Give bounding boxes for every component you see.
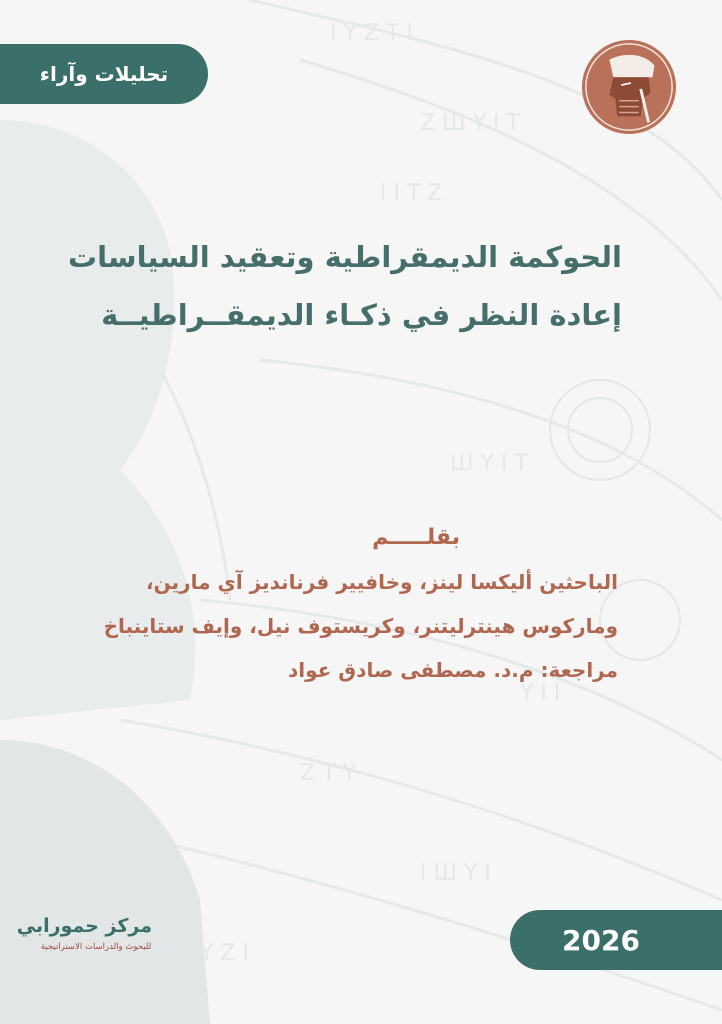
review-line: مراجعة: م.د. مصطفى صادق عواد <box>288 658 618 682</box>
svg-text:Z Ш Y I T: Z Ш Y I T <box>420 111 520 136</box>
hammurabi-seal-icon <box>580 38 678 136</box>
title-block <box>62 228 622 344</box>
series-tab-label: تحليلات وآراء <box>39 62 169 86</box>
publisher-subtitle: للبحوث والدراسات الاستراتيجية <box>40 942 152 952</box>
publisher-name: مركز حمورابي <box>16 915 152 937</box>
year-badge <box>510 910 722 970</box>
series-tab <box>0 44 208 104</box>
svg-text:I Y Z T I: I Y Z T I <box>330 21 413 46</box>
by-label: بقلـــــم <box>372 525 460 550</box>
title-line-1: الحوكمة الديمقراطية وتعقيد السياسات <box>68 240 622 274</box>
svg-text:I Ш Y I: I Ш Y I <box>420 861 491 886</box>
publisher-logo <box>16 912 152 954</box>
authors-block <box>58 520 618 692</box>
svg-text:Y I I: Y I I <box>520 681 561 706</box>
authors-line-2: وماركوس هينترليتنر، وكريستوف نيل، وإيف ستاينباخ <box>103 614 618 638</box>
authors-line-1: الباحثين أليكسا لينز، وخافيير فرنانديز آي مارين، <box>146 570 618 594</box>
year-label: 2026 <box>562 923 640 957</box>
svg-text:Y Z I: Y Z I <box>200 941 249 966</box>
title-line-2: إعادة النظر في ذكـاء الديمقــراطيــة <box>101 298 622 332</box>
svg-text:I I T Z: I I T Z <box>380 181 443 206</box>
svg-text:Z T Y: Z T Y <box>300 761 356 786</box>
svg-text:Ш Y I T: Ш Y I T <box>450 451 528 476</box>
